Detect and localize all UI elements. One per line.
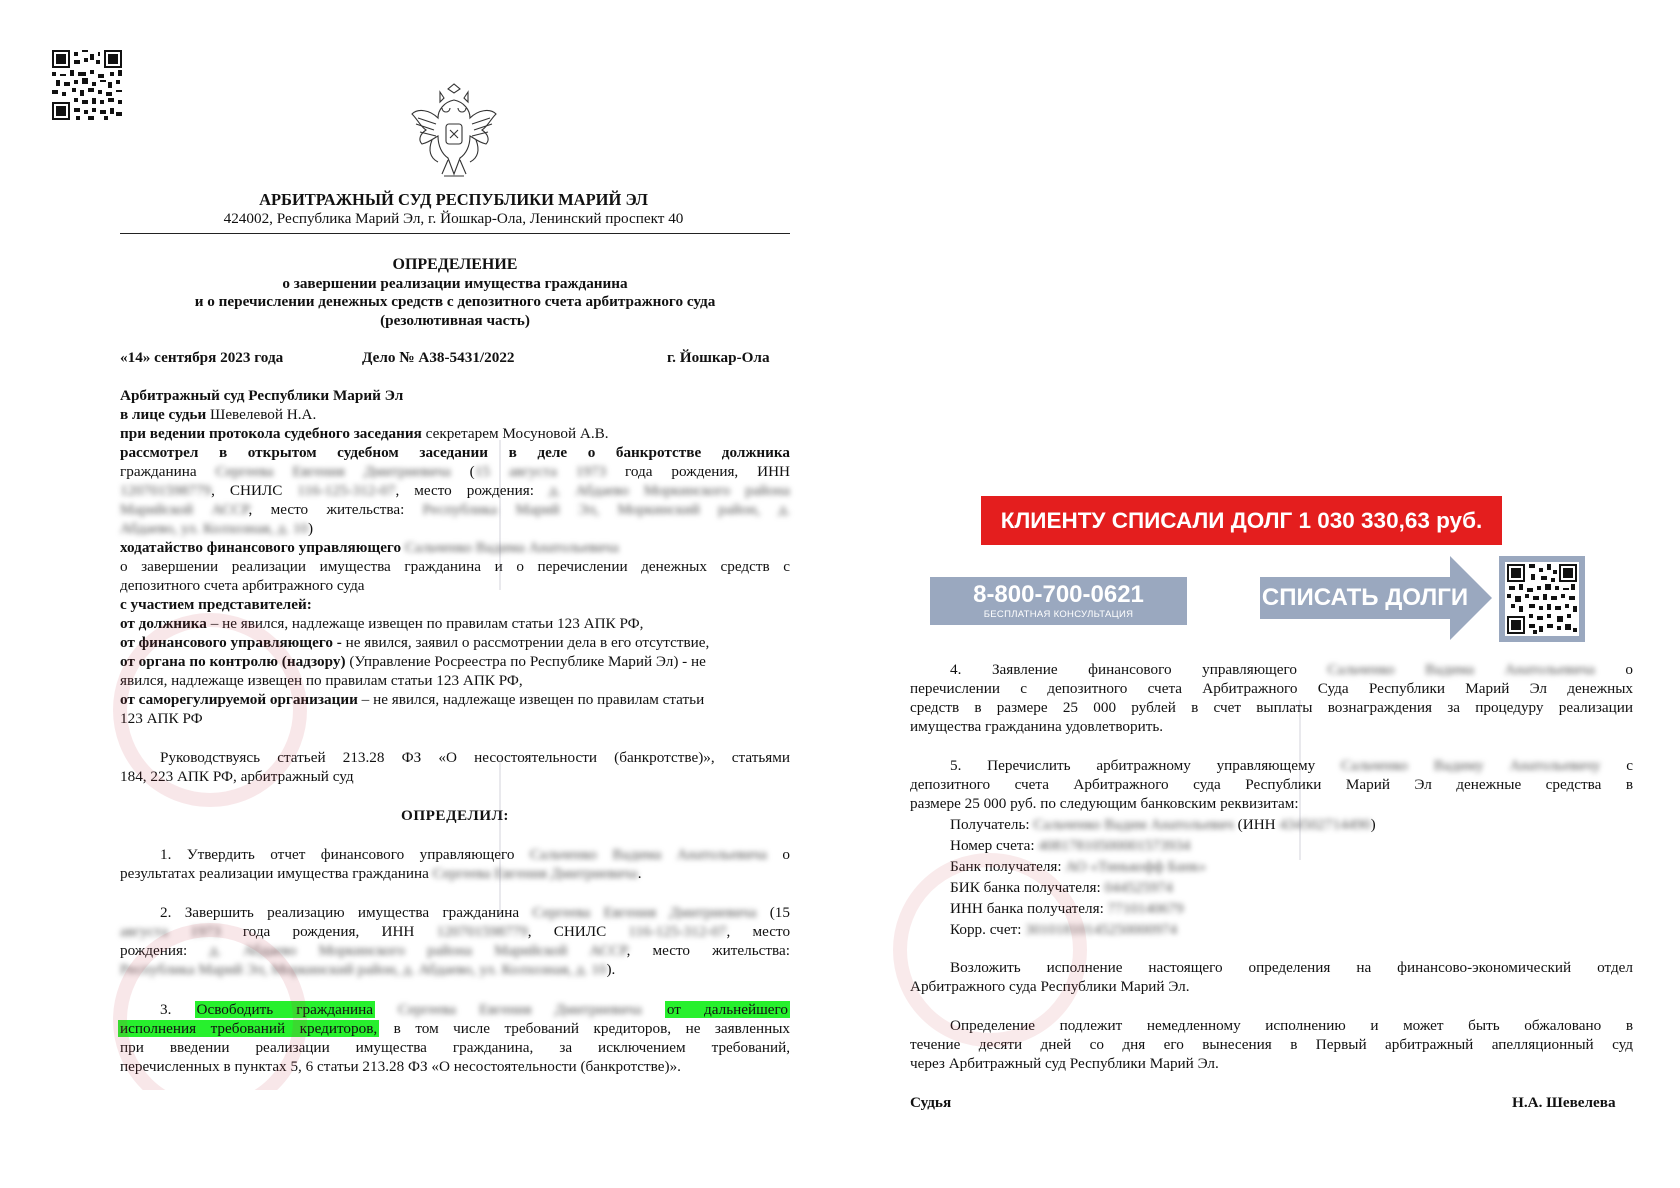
phone-caption: БЕСПЛАТНАЯ КОНСУЛЬТАЦИЯ	[983, 609, 1134, 620]
item-4-line-3: средств в размере 25 000 рублей в счет выплаты вознаграждения за процедуру реализации	[910, 699, 1633, 716]
requisite-bank: Банк получателя: АО «Тинькофф Банк»	[950, 858, 1207, 875]
document-city: г. Йошкар-Ола	[667, 349, 770, 366]
fin-manager-line: от финансового управляющего - не явился, заявил о рассмотрении дела в его отсутствие,	[120, 634, 710, 651]
control-line-1: от органа по контролю (надзору) (Управление Росреестра по Республике Марий Эл) - не	[120, 653, 706, 670]
requisite-bank-inn: ИНН банка получателя: 7710140679	[950, 900, 1184, 917]
item-4-line-1: 4. Заявление финансового управляющего Сальченко Вадима Анатольевича о	[950, 661, 1633, 678]
item-2-line-1: 2. Завершить реализацию имущества гражданина Сергеева Евгения Дмитриевича (15	[160, 904, 790, 921]
control-line-2: явился, надлежаще извещен по правилам статьи 123 АПК РФ,	[120, 672, 523, 689]
highlight-further: от дальнейшего	[666, 1001, 788, 1018]
item-5-line-1: 5. Перечислить арбитражному управляющему Сальченко Вадиму Анатольевичу с	[950, 757, 1634, 774]
case-number: Дело № А38-5431/2022	[362, 349, 515, 366]
item-1-line-2: результатах реализации имущества гражданина Сергеева Евгения Дмитриевича.	[120, 865, 642, 882]
secretary-line: при ведении протокола судебного заседания секретарем Мосуновой А.В.	[120, 425, 609, 442]
phone-consultation-button[interactable]	[930, 577, 1187, 625]
about-line-1: о завершении реализации имущества гражданина и о перечислении денежных средств с	[120, 558, 790, 575]
qr-code-icon	[52, 50, 122, 120]
sro-line-2: 123 АПК РФ	[120, 710, 203, 727]
requisite-corr-account: Корр. счет: 30101810145250000974	[950, 921, 1178, 938]
court-name: АРБИТРАЖНЫЙ СУД РЕСПУБЛИКИ МАРИЙ ЭЛ	[259, 190, 648, 209]
considered-line: рассмотрел в открытом судебном заседании в деле о банкротстве должника	[120, 444, 790, 461]
write-off-debts-label: СПИСАТЬ ДОЛГИ	[1261, 584, 1469, 611]
decided-heading: ОПРЕДЕЛИЛ:	[401, 807, 509, 824]
write-off-debts-button[interactable]	[1260, 556, 1492, 640]
highlight-creditors: исполнения требований кредиторов,	[120, 1020, 378, 1037]
document-subtitle-1: о завершении реализации имущества гражданина	[282, 275, 628, 292]
item-3-line-4: перечисленных в пунктах 5, 6 статьи 213.28 ФЗ «О несостоятельности (банкротстве)».	[120, 1058, 681, 1075]
item-3-line-1: 3. Освободить гражданина Сергеева Евгения Дмитриевича от дальнейшего	[160, 1001, 788, 1018]
item-2-line-2: августа 1973 года рождения, ИНН 120701598779, СНИЛС 116-125-312-07, место	[120, 923, 791, 940]
item-5-line-3: размере 25 000 руб. по следующим банковским реквизитам:	[910, 795, 1299, 812]
document-subtitle-3: (резолютивная часть)	[380, 312, 530, 329]
phone-number: 8-800-700-0621	[973, 581, 1144, 608]
sro-line-1: от саморегулируемой организации – не явился, надлежаще извещен по правилам статьи	[120, 691, 705, 708]
document-date: «14» сентября 2023 года	[120, 349, 284, 366]
coat-of-arms-icon	[408, 80, 500, 182]
highlight-release: Освободить гражданина	[196, 1001, 373, 1018]
requisite-account: Номер счета: 40817810500001573934	[950, 837, 1191, 854]
execution-line-2: Арбитражного суда Республики Марий Эл.	[910, 978, 1190, 995]
qr-frame[interactable]	[1499, 556, 1585, 642]
requisite-recipient: Получатель: Сальченко Вадим Анатольевич (ИНН 434502714490)	[950, 816, 1376, 833]
participants-heading: с участием представителей:	[120, 596, 312, 613]
citizen-line-2: 120701598779, СНИЛС 116-125-312-07, место рождения: д. Абдаево Моркинского района	[120, 482, 791, 499]
document-subtitle-2: и о перечислении денежных средств с депозитного счета арбитражного суда	[194, 293, 716, 310]
item-4-line-2: перечислении с депозитного счета Арбитражного Суда Республики Марий Эл денежных	[910, 680, 1633, 697]
requisite-bik: БИК банка получателя: 044525974	[950, 879, 1173, 896]
execution-line-1: Возложить исполнение настоящего определения на финансово-экономический отдел	[950, 959, 1633, 976]
item-5-line-2: депозитного счета Арбитражного суда Республики Марий Эл денежные средства в	[910, 776, 1633, 793]
item-2-line-3: рождения: д. Абдаево Моркинского района Марийской АССР, место жительства:	[120, 942, 790, 959]
guided-line-1: Руководствуясь статьей 213.28 ФЗ «О несостоятельности (банкротстве)», статьями	[160, 749, 790, 766]
guided-line-2: 184, 223 АПК РФ, арбитражный суд	[120, 768, 354, 785]
citizen-line-1: гражданина Сергеева Евгения Дмитриевича (15 августа 1973 года рождения, ИНН	[120, 463, 791, 480]
citizen-line-3: Марийской АССР, место жительства: Республика Марий Эл, Моркинский район, д.	[120, 501, 790, 518]
petition-line: ходатайство финансового управляющего Сальченко Вадима Анатольевича	[120, 539, 619, 556]
debtor-line: от должника – не явился, надлежаще извещен по правилам статьи 123 АПК РФ,	[120, 615, 644, 632]
item-3-line-3: при введении реализации имущества гражданина, за исключением требований,	[120, 1039, 790, 1056]
about-line-2: депозитного счета арбитражного суда	[120, 577, 365, 594]
judge-label: Судья	[910, 1094, 952, 1111]
appeal-line-1: Определение подлежит немедленному исполнению и может быть обжаловано в	[950, 1017, 1633, 1034]
appeal-line-3: через Арбитражный суд Республики Марий Эл.	[910, 1055, 1219, 1072]
court-address: 424002, Республика Марий Эл, г. Йошкар-Ола, Ленинский проспект 40	[223, 210, 684, 227]
qr-code-icon	[1505, 562, 1579, 636]
judge-line: в лице судьи Шевелевой Н.А.	[120, 406, 317, 423]
debt-written-off-banner[interactable]: КЛИЕНТУ СПИСАЛИ ДОЛГ 1 030 330,63 руб.	[981, 496, 1502, 545]
header-divider	[120, 233, 790, 234]
item-2-line-4: Республика Марий Эл, Моркинский район, д. Абдаево, ул. Колхозная, д. 10).	[120, 961, 616, 978]
document-page-right	[840, 0, 1680, 1188]
document-title: ОПРЕДЕЛЕНИЕ	[392, 256, 518, 273]
item-1-line-1: 1. Утвердить отчет финансового управляющего Сальченко Вадима Анатольевича о	[160, 846, 791, 863]
judge-name: Н.А. Шевелева	[1512, 1094, 1616, 1111]
appeal-line-2: течение десяти дней со дня его вынесения в Первый арбитражный апелляционный суд	[910, 1036, 1633, 1053]
citizen-line-4: Абдаево, ул. Колхозная, д. 10)	[120, 520, 314, 537]
item-3-line-2: исполнения требований кредиторов, в том числе требований кредиторов, не заявленных	[120, 1020, 790, 1037]
item-4-line-4: имущества гражданина удовлетворить.	[910, 718, 1164, 735]
court-line: Арбитражный суд Республики Марий Эл	[120, 387, 404, 404]
